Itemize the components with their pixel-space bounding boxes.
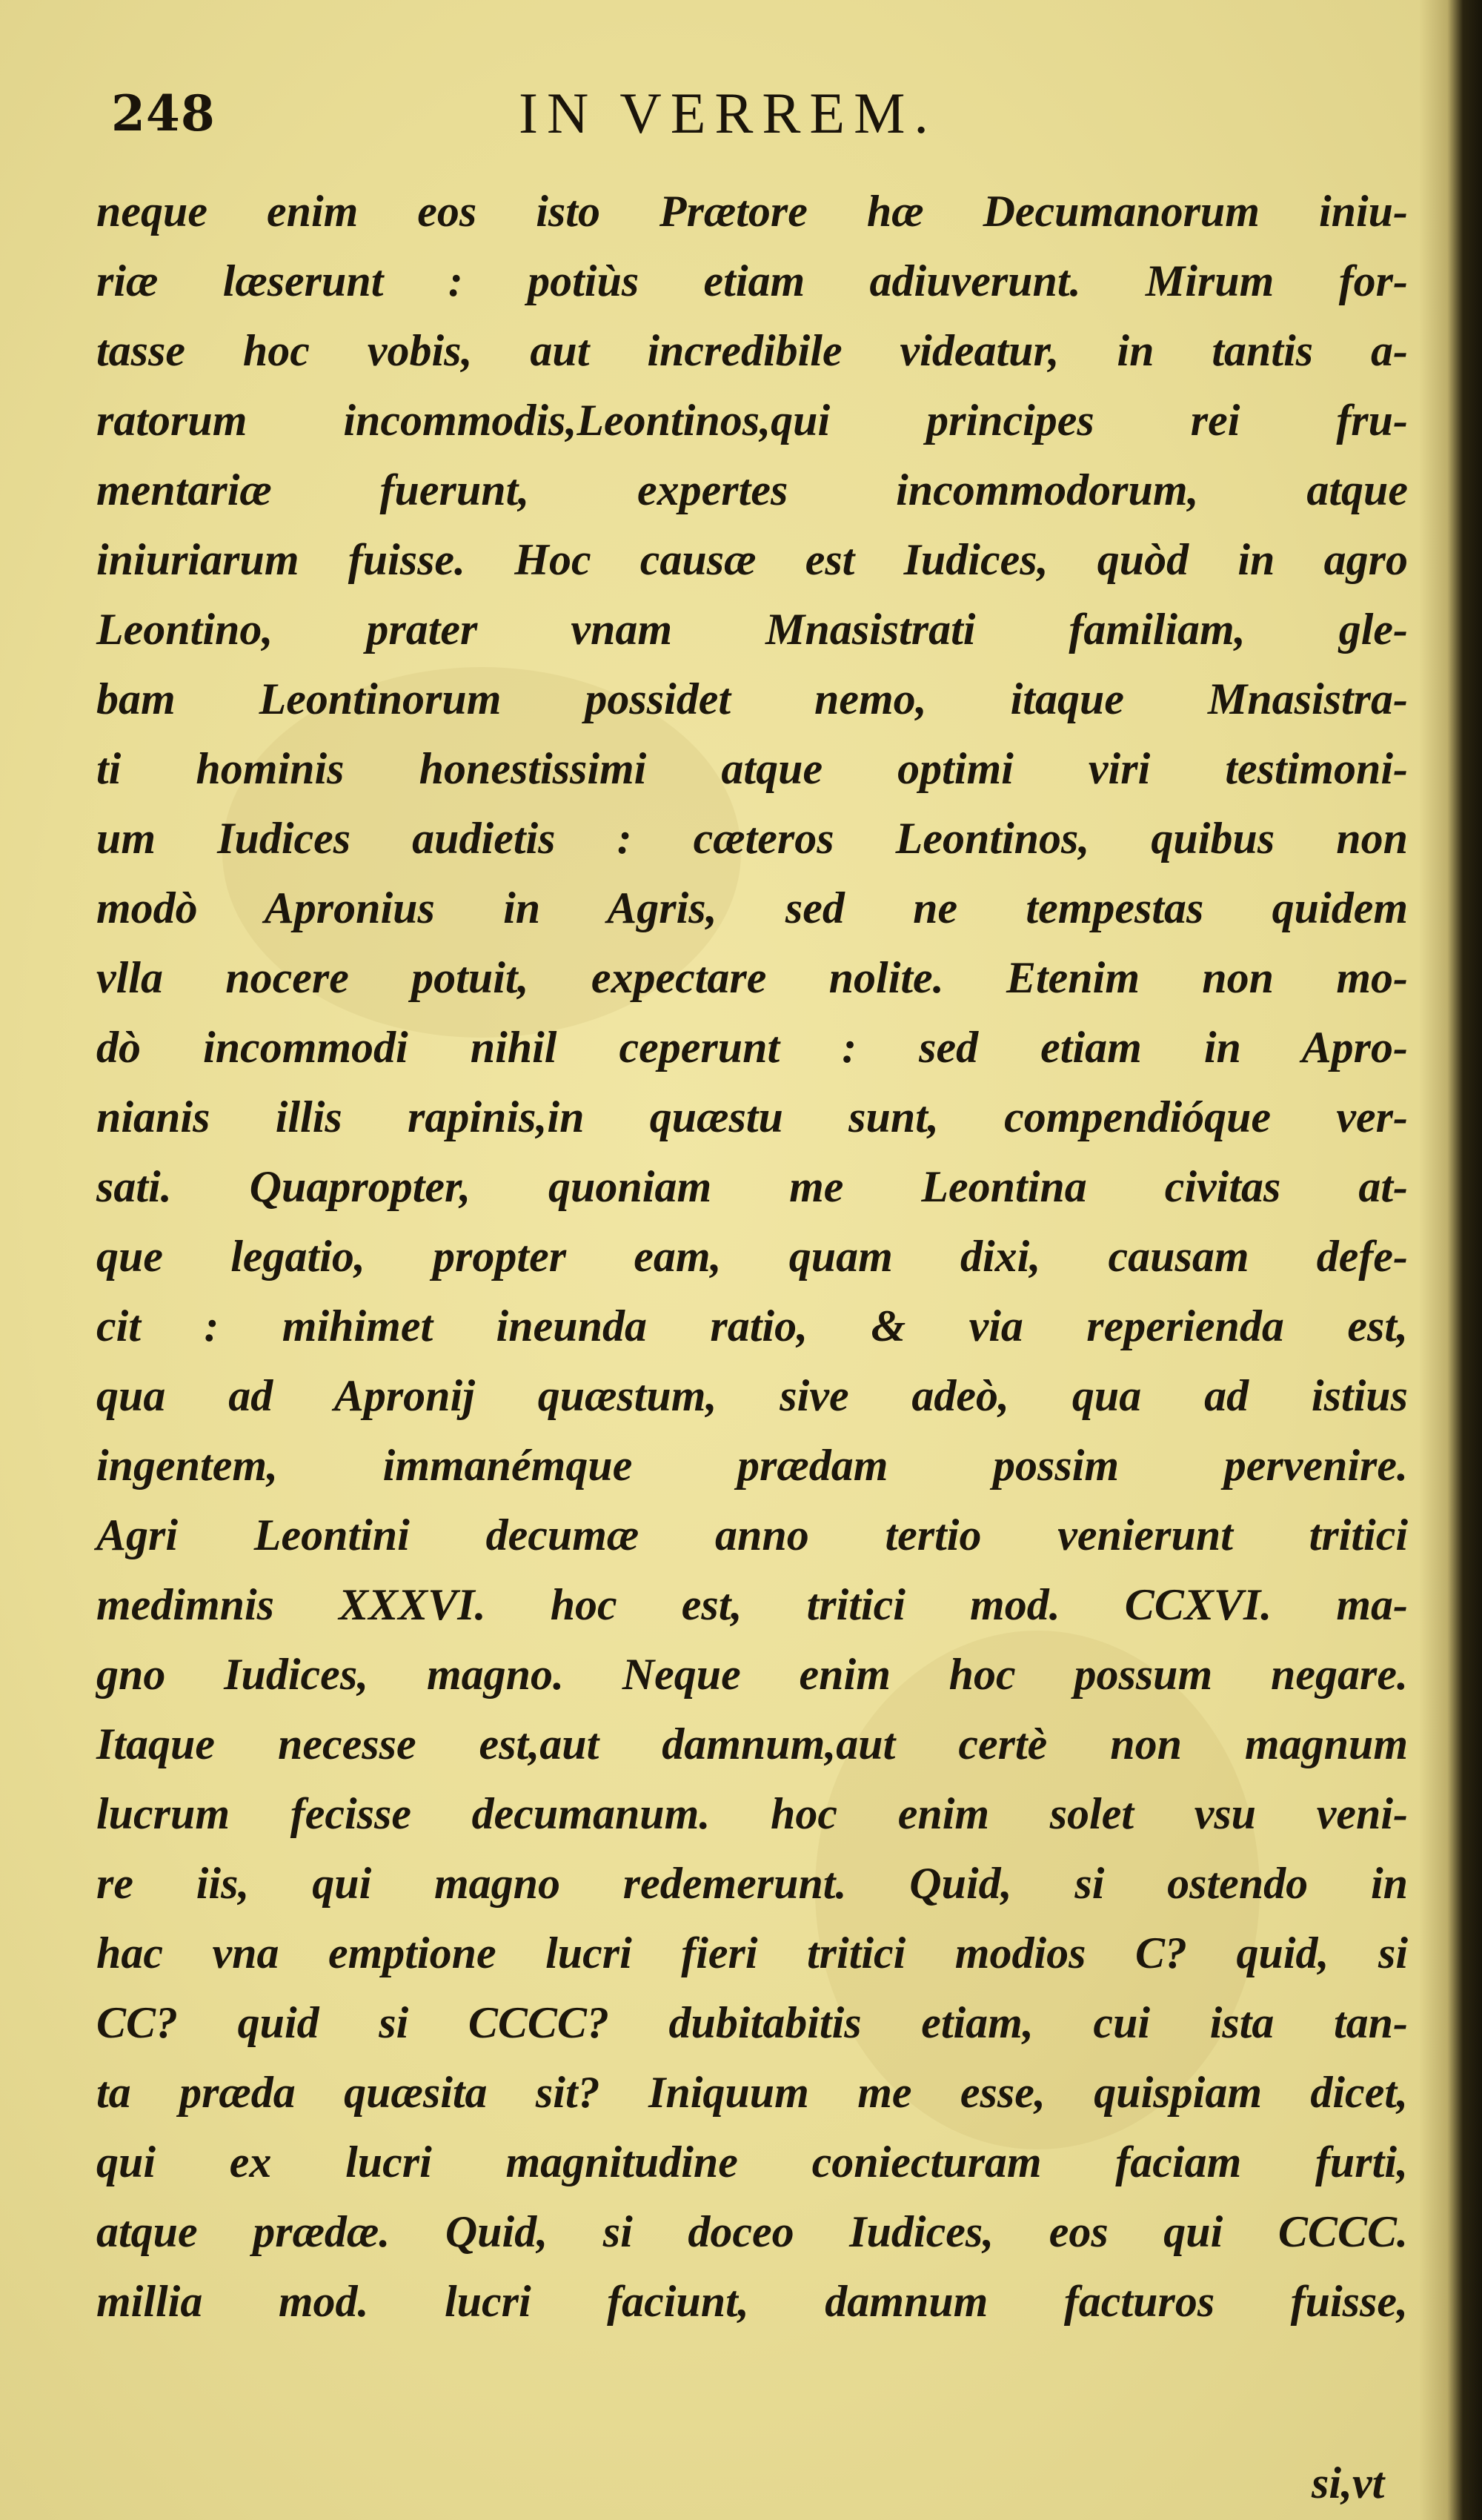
- text-line: qui ex lucri magnitudine coniecturam faciam furti,: [96, 2138, 1408, 2186]
- text-line: Leontino, prater vnam Mnasistrati familiam, gle-: [96, 605, 1408, 654]
- text-line: neque enim eos isto Prætore hæ Decumanorum iniu-: [96, 187, 1408, 236]
- text-line: tasse hoc vobis, aut incredibile videatur, in tantis a-: [96, 326, 1408, 375]
- running-title: IN VERREM.: [519, 81, 937, 145]
- text-line: medimnis XXXVI. hoc est, tritici mod. CCXVI. ma-: [96, 1580, 1408, 1629]
- page-number: 248: [111, 84, 216, 142]
- text-line: ta præda quæsita sit? Iniquum me esse, quispiam dicet,: [96, 2068, 1408, 2117]
- text-line: dò incommodi nihil ceperunt : sed etiam in Apro-: [96, 1023, 1408, 1072]
- text-line: sati. Quapropter, quoniam me Leontina civitas at-: [96, 1162, 1408, 1211]
- text-line: cit : mihimet ineunda ratio, & via reperienda est,: [96, 1302, 1408, 1350]
- text-line: lucrum fecisse decumanum. hoc enim solet vsu veni-: [96, 1789, 1408, 1838]
- text-line: iniuriarum fuisse. Hoc causæ est Iudices, quòd in agro: [96, 535, 1408, 584]
- text-line: bam Leontinorum possidet nemo, itaque Mnasistra-: [96, 674, 1408, 723]
- running-head: [111, 80, 1386, 154]
- text-line: Agri Leontini decumæ anno tertio venierunt tritici: [96, 1511, 1408, 1559]
- text-line: millia mod. lucri faciunt, damnum facturos fuisse,: [96, 2277, 1408, 2326]
- text-line: um Iudices audietis : cæteros Leontinos, quibus non: [96, 814, 1408, 863]
- text-line: ratorum incommodis,Leontinos,qui principes rei fru-: [96, 396, 1408, 445]
- text-line: gno Iudices, magno. Neque enim hoc possum negare.: [96, 1650, 1408, 1699]
- text-line: riæ læserunt : potiùs etiam adiuverunt. Mirum for-: [96, 256, 1408, 305]
- text-line: mentariæ fuerunt, expertes incommodorum, atque: [96, 465, 1408, 514]
- text-line: re iis, qui magno redemerunt. Quid, si ostendo in: [96, 1859, 1408, 1908]
- text-line: qua ad Apronij quæstum, sive adeò, qua ad istius: [96, 1371, 1408, 1420]
- text-line: CC? quid si CCCC? dubitabitis etiam, cui ista tan-: [96, 1998, 1408, 2047]
- text-line: que legatio, propter eam, quam dixi, causam defe-: [96, 1232, 1408, 1281]
- text-line: modò Apronius in Agris, sed ne tempestas quidem: [96, 883, 1408, 932]
- text-line: ti hominis honestissimi atque optimi viri testimoni-: [96, 744, 1408, 793]
- text-line: Itaque necesse est,aut damnum,aut certè non magnum: [96, 1720, 1408, 1768]
- text-line: atque prædæ. Quid, si doceo Iudices, eos qui CCCC.: [96, 2207, 1408, 2256]
- text-line: vlla nocere potuit, expectare nolite. Etenim non mo-: [96, 953, 1408, 1002]
- catchword: si,vt: [1312, 2458, 1385, 2507]
- text-line: ingentem, immanémque prædam possim pervenire.: [96, 1441, 1408, 1490]
- text-line: nianis illis rapinis,in quæstu sunt, compendióque ver-: [96, 1092, 1408, 1141]
- binding-gutter: [1419, 0, 1482, 2520]
- body-text: [96, 176, 1408, 2336]
- text-line: hac vna emptione lucri fieri tritici modios C? quid, si: [96, 1929, 1408, 1977]
